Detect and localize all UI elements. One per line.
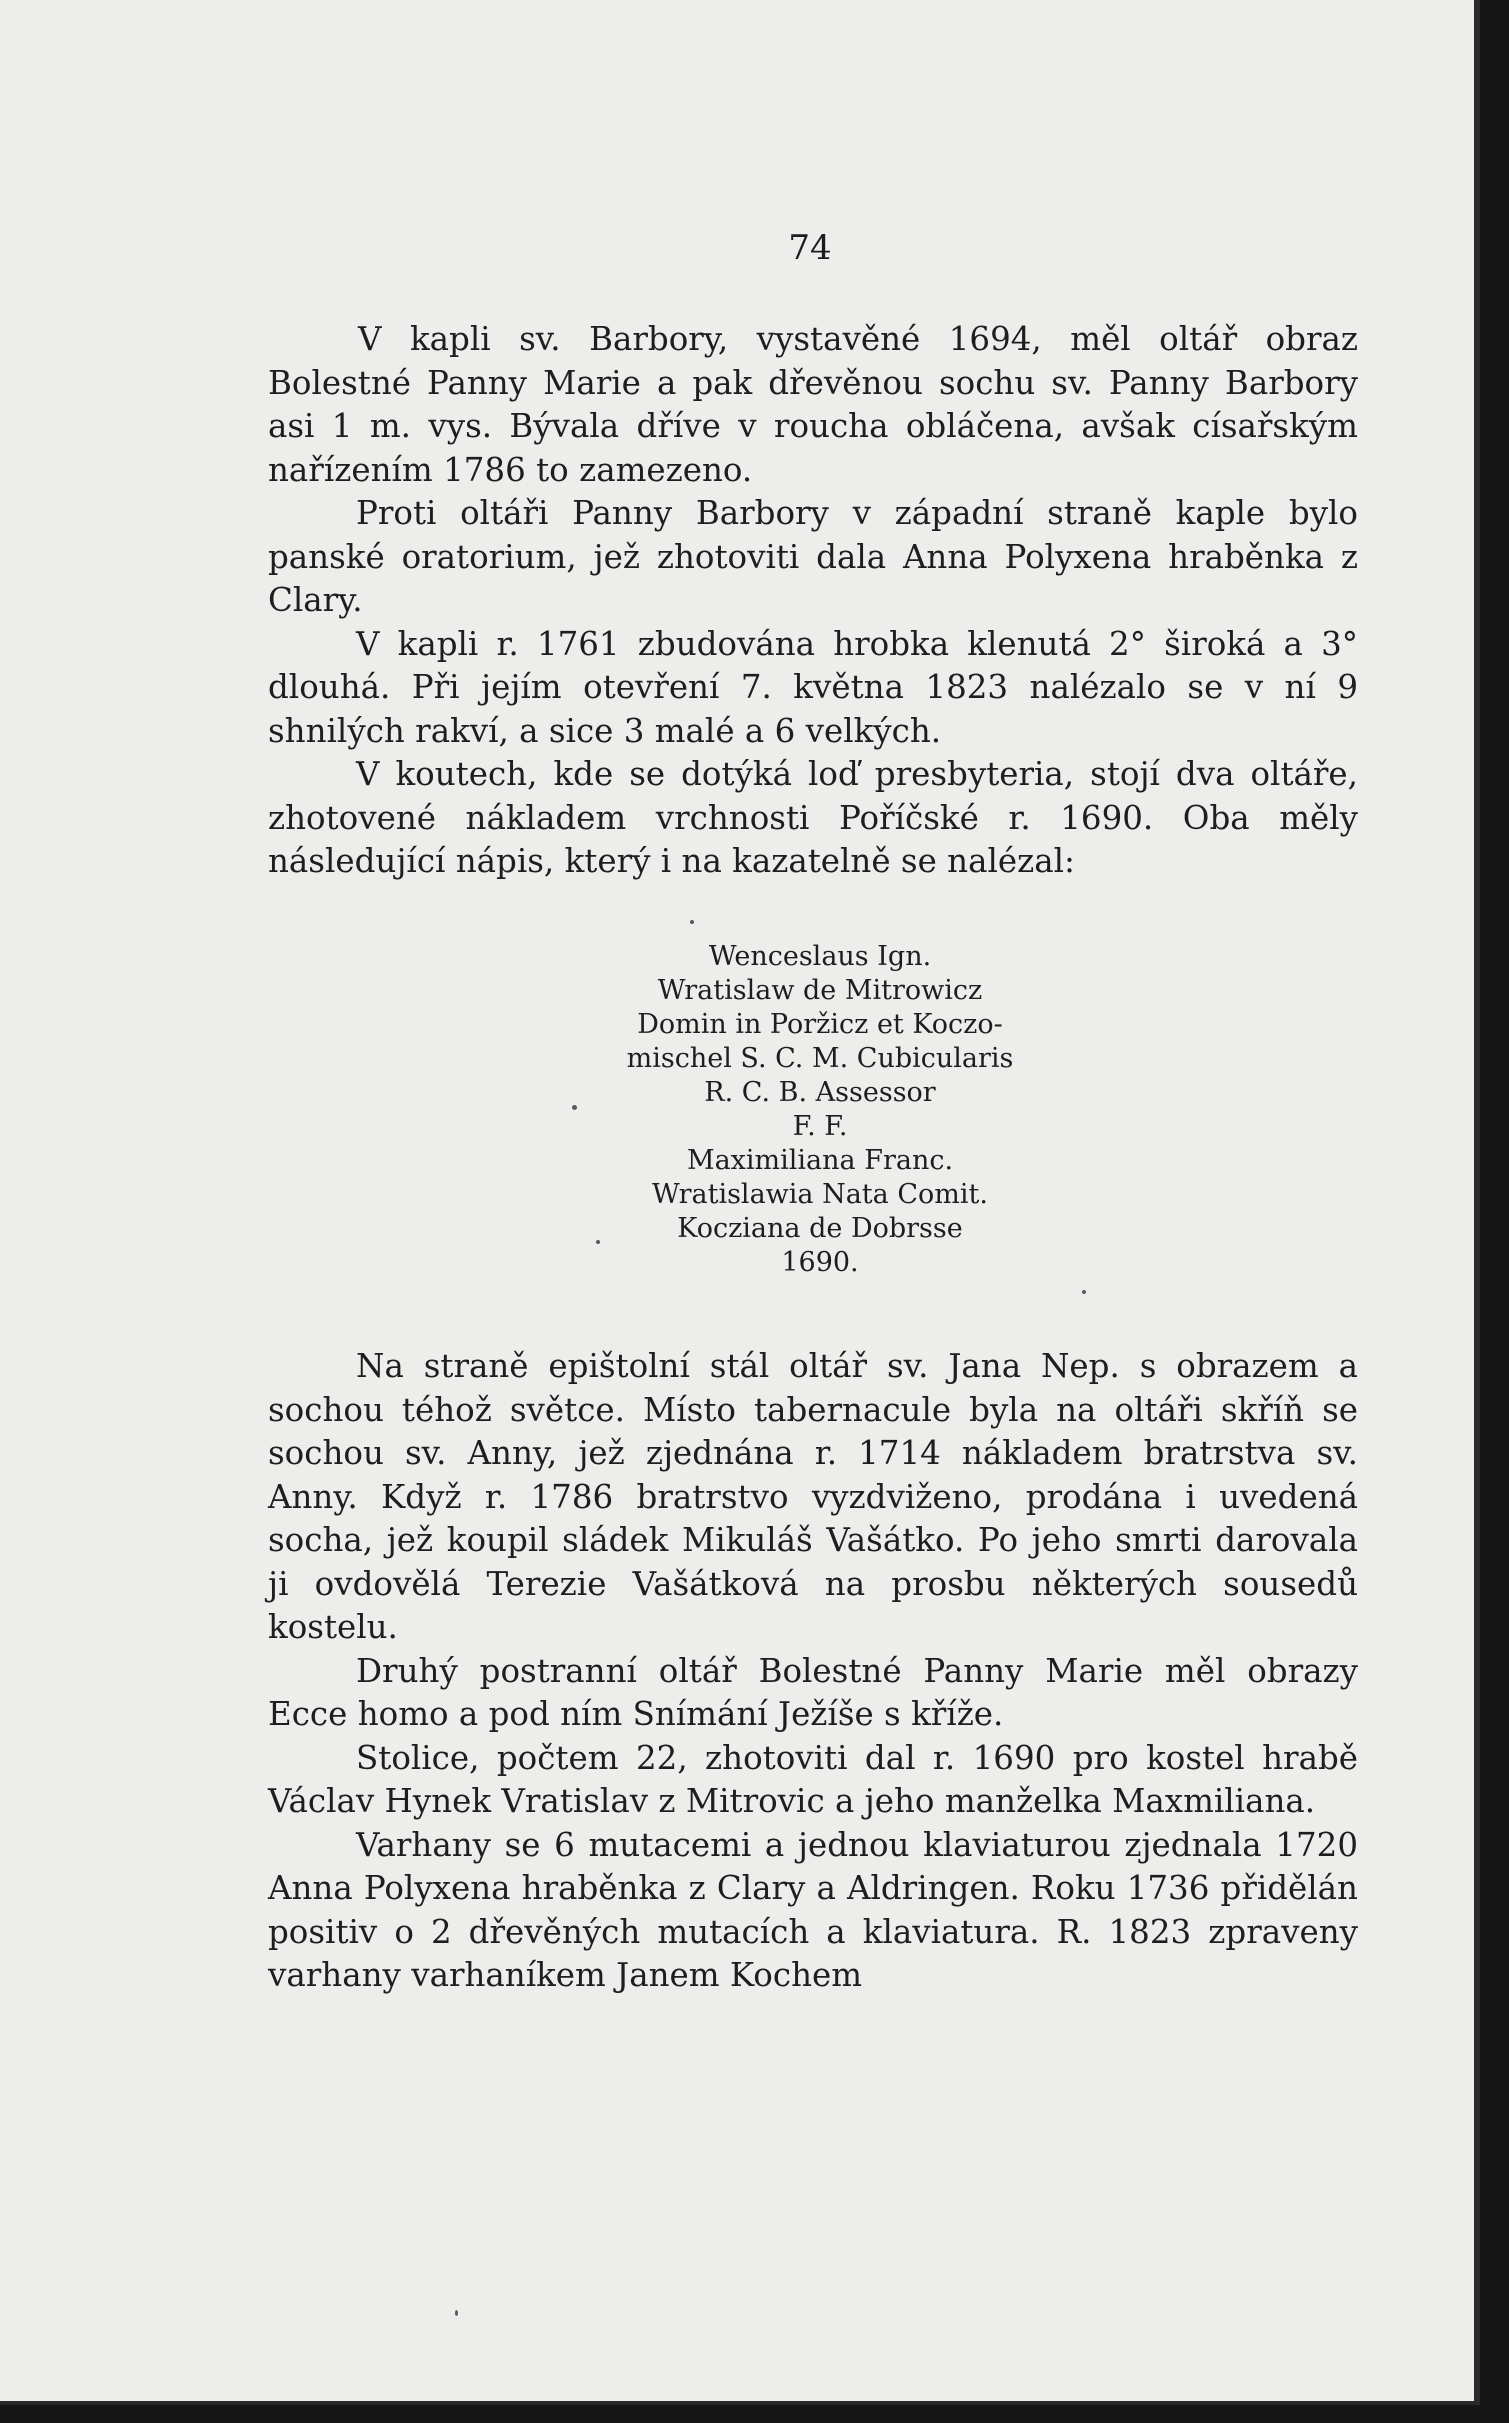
text-block-top [268,318,1358,884]
paragraph: V kapli r. 1761 zbudována hrobka klenutá 2° široká a 3° dlouhá. Při jejím otevření 7. května 1823 nalézalo se v ní 9 shnilých rakví, a sice 3 malé a 6 velkých. [268,624,1358,750]
paragraph: Proti oltáři Panny Barbory v západní straně kaple bylo panské oratorium, jež zhotoviti dala Anna Polyxena hraběnka z Clary. [268,494,1358,619]
paragraph: Varhany se 6 mutacemi a jednou klaviaturou zjednala 1720 Anna Polyxena hraběnka z Clary a Aldringen. Roku 1736 přidělán positiv o 2 dřevěných mutacích a klaviatura. R. 1823 zpraveny varhany varhaníkem Janem Kochem [268,1825,1358,1994]
inscription-line: Maximiliana Franc. [686,1145,954,1176]
page-number: 74 [788,228,832,268]
inscription-line: Wratislaw de Mitrowicz [657,975,983,1006]
scan-speck [690,920,694,924]
scan-speck [572,1105,577,1110]
inscription-line: F. F. [792,1111,848,1142]
paragraph: V kapli sv. Barbory, vystavěné 1694, měl oltář obraz Bolestné Panny Marie a pak dřevěnou sochu sv. Panny Barbory asi 1 m. vys. Bývala dříve v roucha obláčena, avšak císařským nařízením 1786 to zamezeno. [268,320,1358,489]
inscription-line: mischel S. C. M. Cubicularis [626,1043,1014,1074]
paragraph: V koutech, kde se dotýká loď presbyteria, stojí dva oltáře, zhotovené nákladem vrchnosti Poříčské r. 1690. Oba měly následující nápis, který i na kazatelně se nalézal: [268,755,1358,880]
scan-speck [455,2310,458,2316]
inscription-line: Wenceslaus Ign. [708,941,932,972]
inscription-line: 1690. [781,1247,859,1278]
text-block-bottom [268,1345,1358,1998]
paragraph: Stolice, počtem 22, zhotoviti dal r. 1690 pro kostel hrabě Václav Hynek Vratislav z Mitrovic a jeho manželka Maxmiliana. [268,1738,1358,1820]
inscription-line: Domin in Poržicz et Koczo- [637,1009,1003,1040]
inscription-line: Wratislawia Nata Comit. [652,1179,988,1210]
paragraph: Na straně epištolní stál oltář sv. Jana Nep. s obrazem a sochou téhož světce. Místo tabernacule byla na oltáři skříň se sochou sv. Anny, jež zjednána r. 1714 nákladem bratrstva sv. Anny. Když r. 1786 bratrstvo vyzdviženo, prodána i uvedená socha, jež koupil sládek Mikuláš Vašátko. Po jeho smrti darovala ji ovdovělá Terezie Vašátková na prosbu některých sousedů kostelu. [268,1347,1358,1646]
paragraph: Druhý postranní oltář Bolestné Panny Marie měl obrazy Ecce homo a pod ním Snímání Ježíše s kříže. [268,1651,1358,1733]
scan-speck [596,1240,600,1244]
inscription-line: Kocziana de Dobrsse [677,1213,963,1244]
scan-speck [1082,1290,1086,1294]
inscription-block [560,940,1080,1280]
inscription-line: R. C. B. Assessor [704,1077,936,1108]
